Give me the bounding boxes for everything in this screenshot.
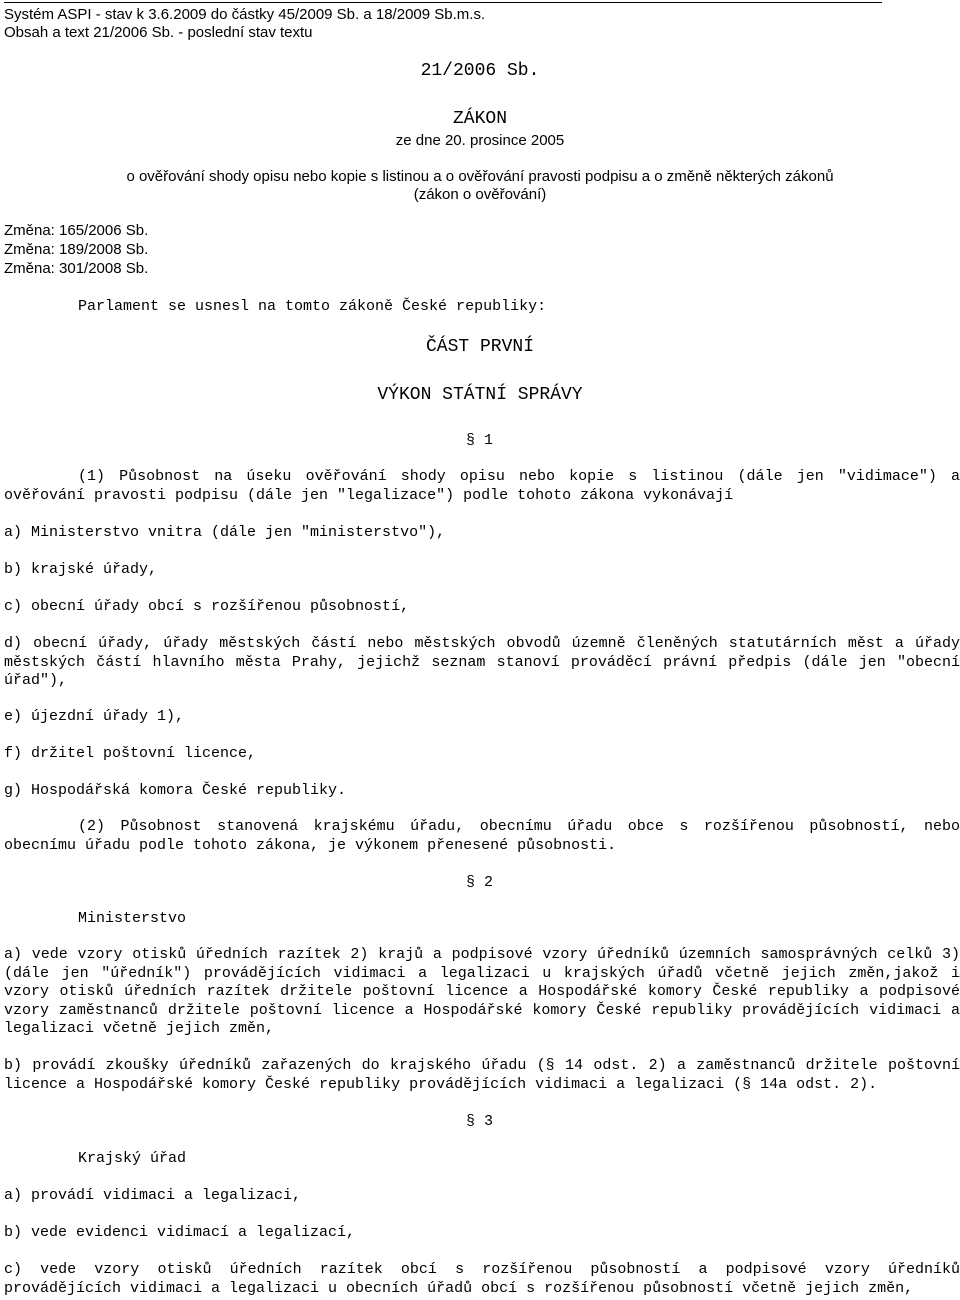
section-2-item-a: a) vede vzory otisků úředních razítek 2) krajů a podpisové vzory úředníků územních samosprávných celků 3) (dále jen "úředník") provádějících vidimaci a legalizaci u krajských úřadů včetně jejich změn,jakož i vzory otisků úředních razítek držitele poštovní licence a Hospodářské komory České republiky a podpisové vzory zaměstnanců držitele poštovní licence a Hospodářské komory České republiky provádějících vidimaci a legalizaci včetně jejich změn, bbox=[4, 946, 960, 1037]
section-1-item-e: e) újezdní úřady 1), bbox=[4, 708, 185, 725]
section-3-heading: Krajský úřad bbox=[78, 1150, 187, 1167]
header-rule bbox=[4, 2, 882, 3]
amendment-3: Změna: 301/2008 Sb. bbox=[4, 260, 149, 277]
amendment-2: Změna: 189/2008 Sb. bbox=[4, 241, 149, 258]
section-1-paragraph-2: (2) Působnost stanovená krajskému úřadu, obecnímu úřadu obce s rozšířenou působností, nebo obecnímu úřadu podle tohoto zákona, je výkonem přenesené působnosti. bbox=[4, 818, 960, 854]
amendment-1: Změna: 165/2006 Sb. bbox=[4, 222, 149, 239]
section-1-item-g: g) Hospodářská komora České republiky. bbox=[4, 782, 347, 799]
section-1-paragraph-1: (1) Působnost na úseku ověřování shody opisu nebo kopie s listinou (dále jen "vidimace") a ověřování pravosti podpisu (dále jen "legalizace") podle tohoto zákona vykonávají bbox=[4, 468, 960, 504]
section-3-item-a: a) provádí vidimaci a legalizaci, bbox=[4, 1187, 302, 1204]
section-1-item-f: f) držitel poštovní licence, bbox=[4, 745, 257, 762]
section-1-item-b: b) krajské úřady, bbox=[4, 561, 158, 578]
section-2-item-b: b) provádí zkoušky úředníků zařazených do krajského úřadu (§ 14 odst. 2) a zaměstnanců držitele poštovní licence a Hospodářské komory České republiky provádějících vidimaci a legalizaci (§ 14a odst. 2). bbox=[4, 1057, 960, 1093]
law-date: ze dne 20. prosince 2005 bbox=[395, 132, 565, 149]
header-content-line: Obsah a text 21/2006 Sb. - poslední stav textu bbox=[4, 24, 313, 41]
preamble: Parlament se usnesl na tomto zákoně České republiky: bbox=[78, 298, 547, 315]
section-1-item-c: c) obecní úřady obcí s rozšířenou působností, bbox=[4, 598, 410, 615]
part-label: ČÁST PRVNÍ bbox=[425, 337, 535, 357]
section-1-label: § 1 bbox=[466, 432, 494, 449]
law-number: 21/2006 Sb. bbox=[420, 61, 540, 81]
section-3-item-b: b) vede evidenci vidimací a legalizací, bbox=[4, 1224, 356, 1241]
header-system-line: Systém ASPI - stav k 3.6.2009 do částky 45/2009 Sb. a 18/2009 Sb.m.s. bbox=[4, 6, 486, 23]
section-3-label: § 3 bbox=[466, 1113, 494, 1130]
section-3-item-c: c) vede vzory otisků úředních razítek obcí s rozšířenou působností a podpisové vzory úředníků provádějících vidimaci a legalizaci u obecních úřadů obcí s rozšířenou působností včetně jejich změn, bbox=[4, 1261, 960, 1297]
part-name: VÝKON STÁTNÍ SPRÁVY bbox=[377, 385, 583, 405]
law-kind: ZÁKON bbox=[452, 109, 507, 129]
law-short-title: (zákon o ověřování) bbox=[413, 186, 547, 203]
section-1-item-d: d) obecní úřady, úřady městských částí nebo městských obvodů územně členěných statutárních měst a úřady městských částí hlavního města Prahy, jejichž seznam stanoví prováděcí právní předpis (dále jen "obecní úřad"), bbox=[4, 635, 960, 689]
section-1-item-a: a) Ministerstvo vnitra (dále jen "ministerstvo"), bbox=[4, 524, 446, 541]
section-2-label: § 2 bbox=[466, 874, 494, 891]
law-subject: o ověřování shody opisu nebo kopie s listinou a o ověřování pravosti podpisu a o změně některých zákonů bbox=[126, 168, 834, 185]
section-2-heading: Ministerstvo bbox=[78, 910, 187, 927]
